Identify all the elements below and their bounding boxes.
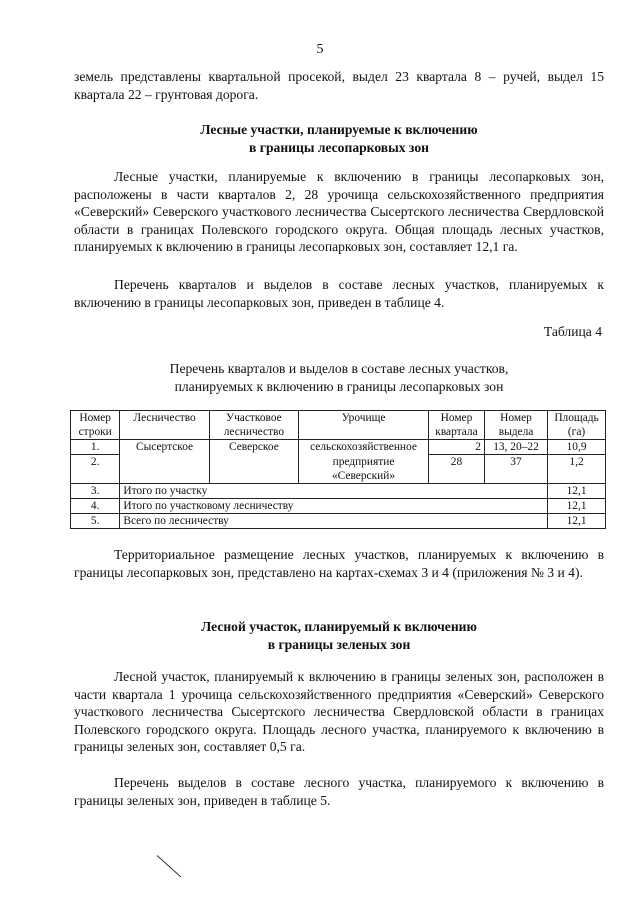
row-number: 5.	[71, 514, 120, 529]
tract-cell: сельскохозяйственное	[298, 440, 428, 455]
header-plot: Номер выдела	[484, 411, 547, 440]
total-label: Итого по участку	[120, 484, 548, 499]
row-number: 4.	[71, 499, 120, 514]
header-area: Площадь (га)	[548, 411, 606, 440]
section1-heading-line2: в границы лесопарковых зон	[249, 140, 429, 155]
section1-paragraph2: Перечень кварталов и выделов в составе лесных участков, планируемых к включению в границы лесопарковых зон, приведен в таблице 4.	[74, 277, 604, 310]
section2-heading-line2: в границы зеленых зон	[267, 637, 411, 652]
forest-plots-table	[70, 410, 606, 529]
intro-text: земель представлены квартальной просекой, выдел 23 квартала 8 – ручей, выдел 15 квартала 22 – грунтовая дорога.	[74, 69, 604, 102]
table-row	[71, 455, 606, 484]
row-number: 3.	[71, 484, 120, 499]
row-number: 2.	[71, 455, 120, 484]
forestry-cell	[120, 455, 209, 484]
section1-paragraph1: Лесные участки, планируемые к включению в границы лесопарковых зон, расположены в части кварталов 2, 28 урочища сельскохозяйственного предприятия «Северский» Северского участкового лесничества Сысертского лесничества Свердловской области в границах Полевского городского округа. Общая площадь лесных участков, планируемых к включению в границы лесопарковых зон, составляет 12,1 га.	[74, 169, 604, 255]
area-cell: 1,2	[548, 455, 606, 484]
pen-stroke-mark	[157, 855, 181, 877]
area-cell: 10,9	[548, 440, 606, 455]
section2-paragraph2: Перечень выделов в составе лесного участка, планируемого к включению в границы зеленых зон, приведен в таблице 5.	[74, 775, 604, 808]
row-number: 1.	[71, 440, 120, 455]
table-caption-line1: Перечень кварталов и выделов в составе лесных участков,	[169, 361, 509, 376]
section2-paragraph1: Лесной участок, планируемый к включению в границы зеленых зон, расположен в части квартала 1 урочища сельскохозяйственного предприятия «Северский» Северского участкового лесничества Сысертского лесничества Свердловской области в границах Полевского городского округа. Площадь лесного участка, планируемого к включению в границы зеленых зон, составляет 0,5 га.	[74, 669, 604, 755]
total-label: Всего по лесничеству	[120, 514, 548, 529]
forestry-cell: Сысертское	[120, 440, 209, 455]
total-label: Итого по участковому лесничеству	[120, 499, 548, 514]
district-cell	[209, 455, 298, 484]
table-total-row	[71, 499, 606, 514]
table-label: Таблица 4	[543, 324, 602, 339]
header-tract: Урочище	[298, 411, 428, 440]
header-row-number: Номер строки	[71, 411, 120, 440]
quarter-cell: 28	[429, 455, 485, 484]
total-area: 12,1	[548, 499, 606, 514]
section2-heading-line1: Лесной участок, планируемый к включению	[201, 619, 477, 634]
table-total-row	[71, 514, 606, 529]
table-row	[71, 440, 606, 455]
quarter-cell: 2	[429, 440, 485, 455]
paragraph-after-table: Территориальное размещение лесных участков, планируемых к включению в границы лесопарковых зон, представлено на картах-схемах 3 и 4 (приложения № 3 и 4).	[74, 547, 604, 580]
header-district-forestry: Участковое лесничество	[209, 411, 298, 440]
plot-cell: 37	[484, 455, 547, 484]
table-total-row	[71, 484, 606, 499]
header-forestry: Лесничество	[120, 411, 209, 440]
header-quarter: Номер квартала	[429, 411, 485, 440]
plot-cell: 13, 20–22	[484, 440, 547, 455]
table-header-row	[71, 411, 606, 440]
tract-cell: предприятие «Северский»	[298, 455, 428, 484]
section1-heading-line1: Лесные участки, планируемые к включению	[200, 122, 478, 137]
table-caption-line2: планируемых к включению в границы лесопарковых зон	[174, 379, 504, 394]
total-area: 12,1	[548, 514, 606, 529]
page-number: 5	[316, 42, 324, 57]
district-cell: Северское	[209, 440, 298, 455]
total-area: 12,1	[548, 484, 606, 499]
